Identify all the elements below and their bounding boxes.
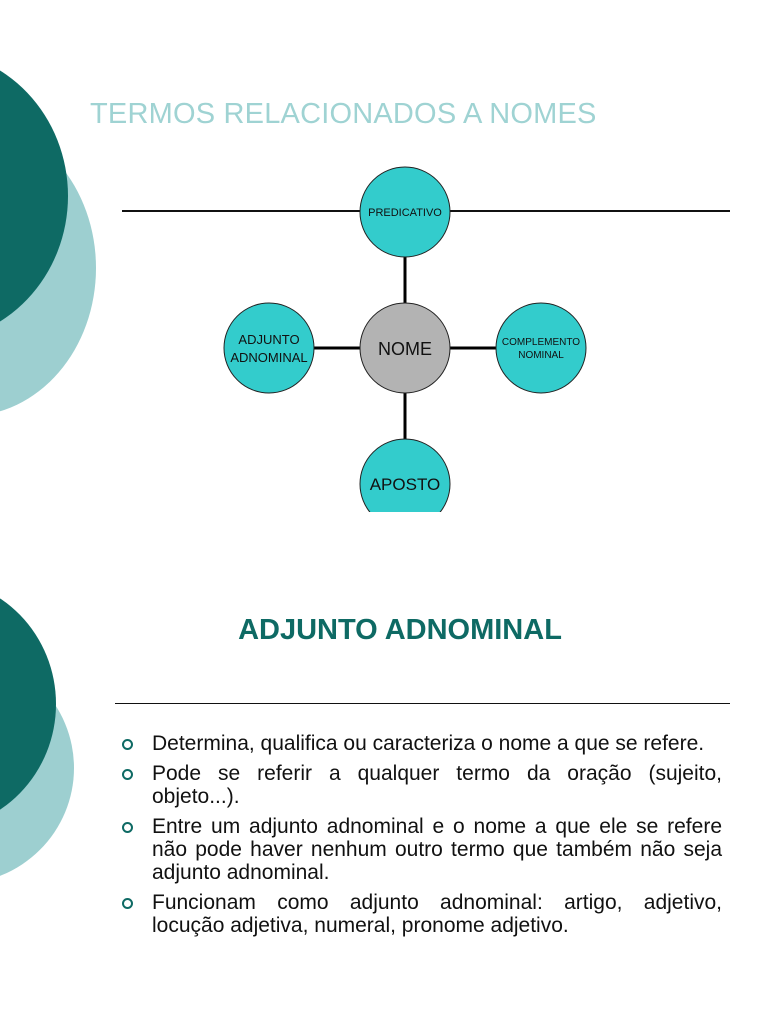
slide-title: TERMOS RELACIONADOS A NOMES	[90, 98, 597, 130]
node-nome	[360, 303, 450, 393]
svg-text:ADJUNTO: ADJUNTO	[238, 332, 300, 347]
bullet-text: Determina, qualifica ou caracteriza o nome a que se refere.	[152, 732, 705, 755]
bullet-circle-icon	[122, 898, 133, 909]
bullet-text: Funcionam como adjunto adnominal: artigo, adjetivo, locução adjetiva, numeral, pronome adjetivo.	[152, 891, 722, 937]
svg-text:APOSTO: APOSTO	[369, 475, 441, 494]
list-item	[122, 732, 722, 755]
bullet-text: Entre um adjunto adnominal e o nome a que ele se refere não pode haver nenhum outro termo que também não seja adjunto adnominal.	[152, 815, 722, 884]
svg-text:NOME: NOME	[378, 339, 432, 359]
svg-text:ADNOMINAL: ADNOMINAL	[230, 350, 308, 365]
node-complemento-nominal	[496, 303, 586, 393]
list-item	[122, 891, 722, 937]
slide-title: ADJUNTO ADNOMINAL	[238, 614, 562, 646]
bullet-circle-icon	[122, 769, 133, 780]
bullet-circle-icon	[122, 822, 133, 833]
list-item	[122, 815, 722, 884]
svg-text:PREDICATIVO: PREDICATIVO	[368, 207, 442, 219]
bullet-circle-icon	[122, 739, 133, 750]
bullet-list	[122, 732, 722, 944]
svg-text:COMPLEMENTO: COMPLEMENTO	[501, 337, 581, 348]
svg-text:NOMINAL: NOMINAL	[518, 350, 564, 361]
node-adjunto-adnominal	[224, 303, 314, 393]
bullet-text: Pode se referir a qualquer termo da oração (sujeito, objeto...).	[152, 762, 722, 808]
node-aposto	[360, 439, 450, 512]
slide-adjunto-adnominal	[0, 512, 768, 1024]
node-predicativo	[360, 167, 450, 257]
list-item	[122, 762, 722, 808]
title-divider	[115, 703, 730, 704]
